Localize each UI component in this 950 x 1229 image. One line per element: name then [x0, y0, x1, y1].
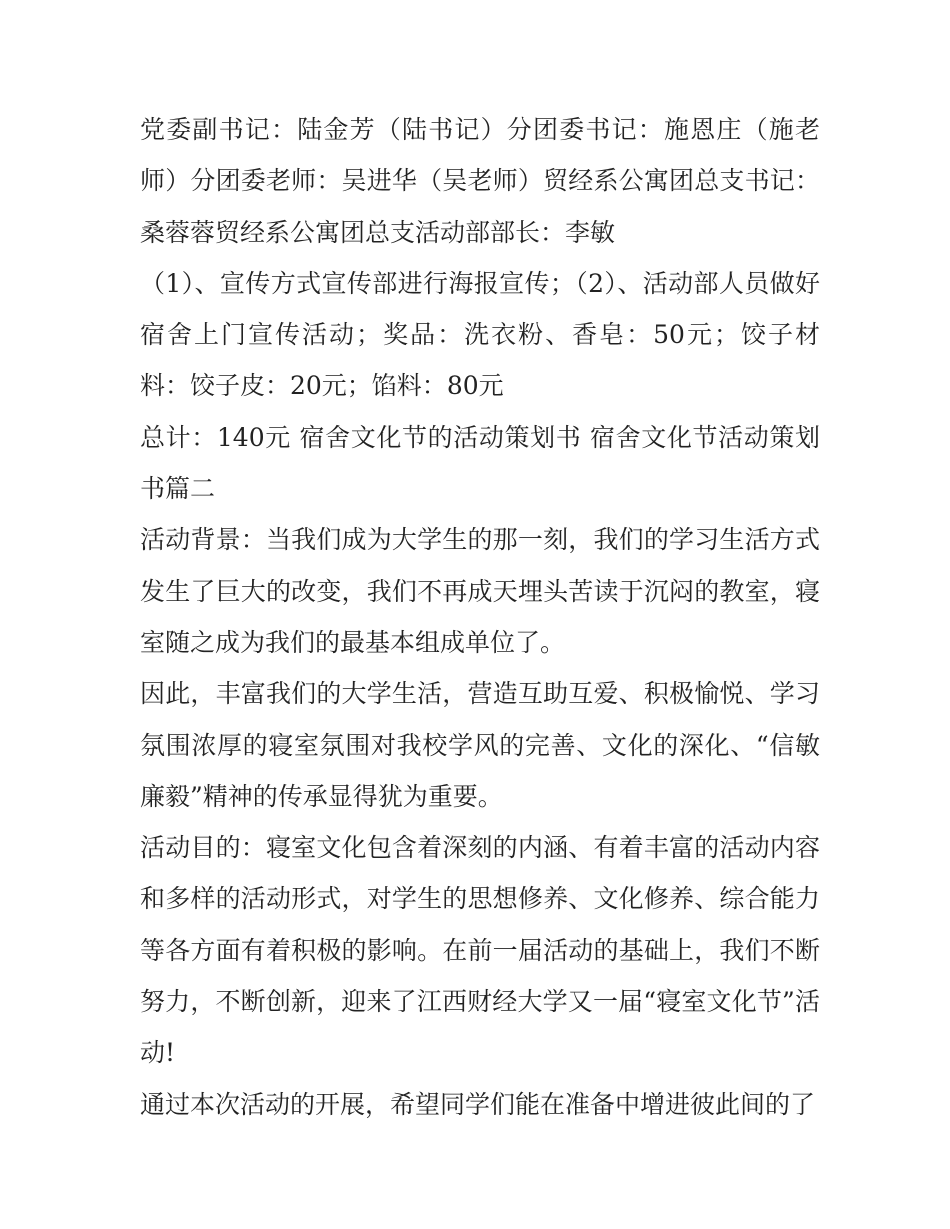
- paragraph-expectation: 通过本次活动的开展，希望同学们能在准备中增进彼此间的了: [140, 1089, 816, 1119]
- paragraph-staff-list: 党委副书记：陆金芳（陆书记）分团委书记：施恩庄（施老师）分团委老师：吴进华（吴老师）贸经系公寓团总支书记：桑蓉蓉贸经系公寓团总支活动部部长：李敏: [140, 115, 820, 247]
- paragraph-background: 活动背景：当我们成为大学生的那一刻，我们的学习生活方式发生了巨大的改变，我们不再成天埋头苦读于沉闷的教室，寝室随之成为我们的最基本组成单位了。: [140, 525, 820, 657]
- document-body: [140, 104, 820, 1130]
- paragraph-purpose: 活动目的：寝室文化包含着深刻的内涵、有着丰富的活动内容和多样的活动形式，对学生的思想修养、文化修养、综合能力等各方面有着积极的影响。在前一届活动的基础上，我们不断努力，不断创新，迎来了江西财经大学又一届“寝室文化节”活动!: [140, 833, 820, 1068]
- paragraph-significance: 因此，丰富我们的大学生活，营造互助互爱、积极愉悦、学习氛围浓厚的寝室氛围对我校学风的完善、文化的深化、“信敏廉毅”精神的传承显得犹为重要。: [140, 679, 820, 811]
- paragraph-publicity-and-budget: （1）、宣传方式宣传部进行海报宣传；（2）、活动部人员做好宿舍上门宣传活动；奖品：洗衣粉、香皂：50元；饺子材料：饺子皮：20元；馅料：80元: [140, 268, 820, 401]
- paragraph-total-and-heading: 总计：140元 宿舍文化节的活动策划书 宿舍文化节活动策划书篇二: [140, 422, 820, 504]
